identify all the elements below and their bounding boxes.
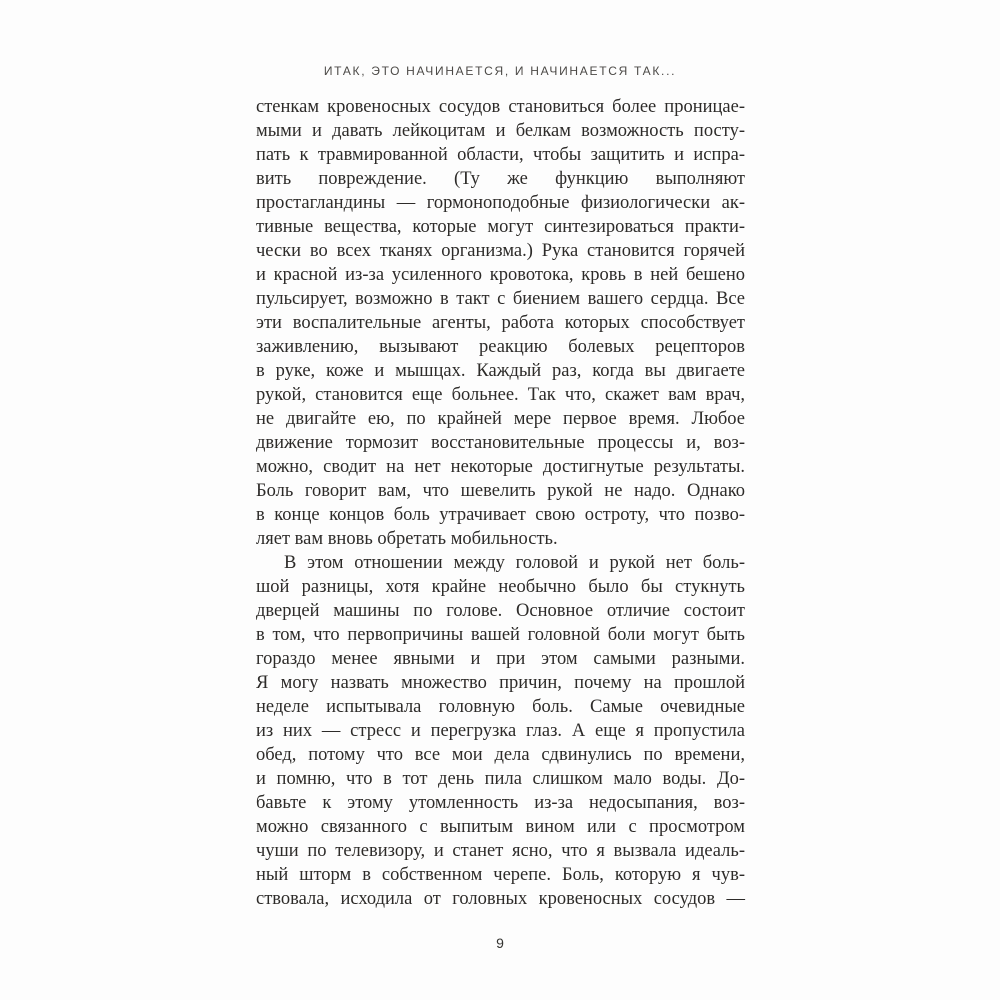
text-line: обед, потому что все мои дела сдвинулись по времени,	[256, 745, 745, 765]
text-line: движение тормозит восстановительные процессы и, воз-	[256, 433, 745, 453]
text-line: заживлению, вызывают реакцию болевых рецепторов	[256, 337, 745, 357]
text-line: в конце концов боль утрачивает свою остроту, что позво-	[256, 505, 745, 525]
text-line: шой разницы, хотя крайне необычно было бы стукнуть	[256, 577, 745, 597]
text-line: можно, сводит на нет некоторые достигнутые результаты.	[256, 457, 745, 477]
text-line: бавьте к этому утомленность из-за недосыпания, воз-	[256, 793, 745, 813]
text-line: ный шторм в собственном черепе. Боль, которую я чув-	[256, 865, 745, 885]
body-text	[256, 95, 745, 911]
text-line: вить повреждение. (Ту же функцию выполняют	[256, 169, 745, 189]
text-line: пульсирует, возможно в такт с биением вашего сердца. Все	[256, 289, 745, 309]
text-line: Я могу назвать множество причин, почему на прошлой	[256, 673, 745, 693]
text-line: неделе испытывала головную боль. Самые очевидные	[256, 697, 745, 717]
page-number: 9	[496, 935, 504, 951]
text-line: дверцей машины по голове. Основное отличие состоит	[256, 601, 745, 621]
text-line: чески во всех тканях организма.) Рука становится горячей	[256, 241, 745, 261]
text-line: и помню, что в тот день пила слишком мало воды. До-	[256, 769, 745, 789]
text-line: мыми и давать лейкоцитам и белкам возможность посту-	[256, 121, 745, 141]
text-line: рукой, становится еще больнее. Так что, скажет вам врач,	[256, 385, 745, 405]
text-line: в том, что первопричины вашей головной боли могут быть	[256, 625, 745, 645]
text-line: не двигайте ею, по крайней мере первое время. Любое	[256, 409, 745, 429]
text-line: пать к травмированной области, чтобы защитить и испра-	[256, 145, 745, 165]
running-head: ИТАК, ЭТО НАЧИНАЕТСЯ, И НАЧИНАЕТСЯ ТАК...	[323, 64, 677, 78]
text-line: можно связанного с выпитым вином или с просмотром	[256, 817, 745, 837]
text-line: в руке, коже и мышцах. Каждый раз, когда вы двигаете	[256, 361, 745, 381]
text-line: гораздо менее явными и при этом самыми разными.	[256, 649, 745, 669]
text-line: и красной из-за усиленного кровотока, кровь в ней бешено	[256, 265, 745, 285]
text-line: стенкам кровеносных сосудов становиться более проницае-	[256, 97, 745, 117]
text-line: простагландины — гормоноподобные физиологически ак-	[256, 193, 745, 213]
text-line: ствовала, исходила от головных кровеносных сосудов —	[256, 889, 745, 909]
text-line: В этом отношении между головой и рукой нет боль-	[284, 553, 745, 573]
text-line: тивные вещества, которые могут синтезироваться практи-	[256, 217, 745, 237]
text-line: эти воспалительные агенты, работа которых способствует	[256, 313, 745, 333]
text-line: из них — стресс и перегрузка глаз. А еще я пропустила	[256, 721, 745, 741]
text-line: ляет вам вновь обретать мобильность.	[256, 529, 558, 549]
text-line: Боль говорит вам, что шевелить рукой не надо. Однако	[256, 481, 745, 501]
text-line: чуши по телевизору, и станет ясно, что я вызвала идеаль-	[256, 841, 745, 861]
